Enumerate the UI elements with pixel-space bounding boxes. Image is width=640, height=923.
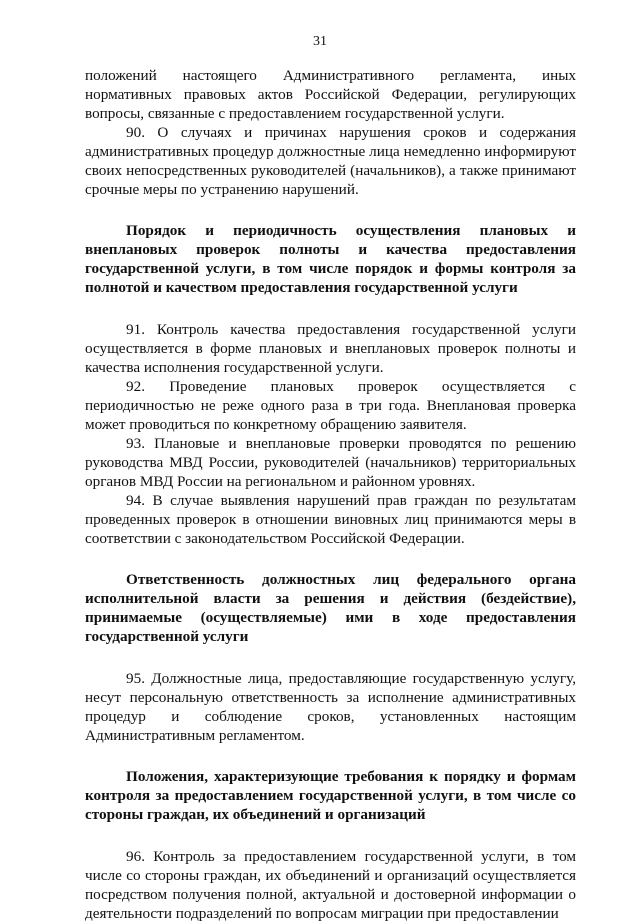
spacer [85, 646, 576, 669]
paragraph-96: 96. Контроль за предоставлением государственной услуги, в том числе со стороны граждан, их объединений и организаций осуществляется посредством получения полной, актуальной и достоверной информации о деятельности подразделений по вопросам миграции при предоставлении [85, 848, 576, 922]
page-number: 31 [313, 34, 327, 49]
paragraph-90: 90. О случаях и причинах нарушения сроков и содержания административных процедур должностные лица немедленно информируют своих непосредственных руководителей (начальников), а также принимают срочные меры по устранению нарушений. [85, 124, 576, 198]
section-heading-inspections: Порядок и периодичность осуществления плановых и внеплановых проверок полноты и качества предоставления государственной услуги, в том числе порядок и формы контроля за полнотой и качеством предоставления государственной услуги [85, 222, 576, 296]
section-heading-responsibility: Ответственность должностных лиц федерального органа исполнительной власти за решения и действия (бездействие), принимаемые (осуществляемые) ими в ходе предоставления государственной услуги [85, 571, 576, 645]
paragraph-92: 92. Проведение плановых проверок осуществляется с периодичностью не реже одного раза в три года. Внеплановая проверка может проводиться по конкретному обращению заявителя. [85, 378, 576, 433]
paragraph-91: 91. Контроль качества предоставления государственной услуги осуществляется в форме плановых и внеплановых проверок полноты и качества исполнения государственной услуги. [85, 321, 576, 376]
paragraph-95: 95. Должностные лица, предоставляющие государственную услугу, несут персональную ответственность за исполнение административных процедур и соблюдение сроков, установленных настоящим Административным регламентом. [85, 670, 576, 744]
paragraph-94: 94. В случае выявления нарушений прав граждан по результатам проведенных проверок в отношении виновных лиц принимаются меры в соответствии с законодательством Российской Федерации. [85, 492, 576, 547]
paragraph-93: 93. Плановые и внеплановые проверки проводятся по решению руководства МВД России, руководителей (начальников) территориальных органов МВД России на региональном и районном уровнях. [85, 435, 576, 490]
spacer [85, 548, 576, 570]
spacer [85, 297, 576, 320]
spacer [85, 745, 576, 767]
paragraph-continuation: положений настоящего Административного регламента, иных нормативных правовых актов Российской Федерации, регулирующих вопросы, связанные с предоставлением государственной услуги. [85, 67, 576, 122]
page-content [85, 66, 576, 923]
section-heading-control-requirements: Положения, характеризующие требования к порядку и формам контроля за предоставлением государственной услуги, в том числе со стороны граждан, их объединений и организаций [85, 768, 576, 823]
spacer [85, 199, 576, 221]
spacer [85, 824, 576, 847]
